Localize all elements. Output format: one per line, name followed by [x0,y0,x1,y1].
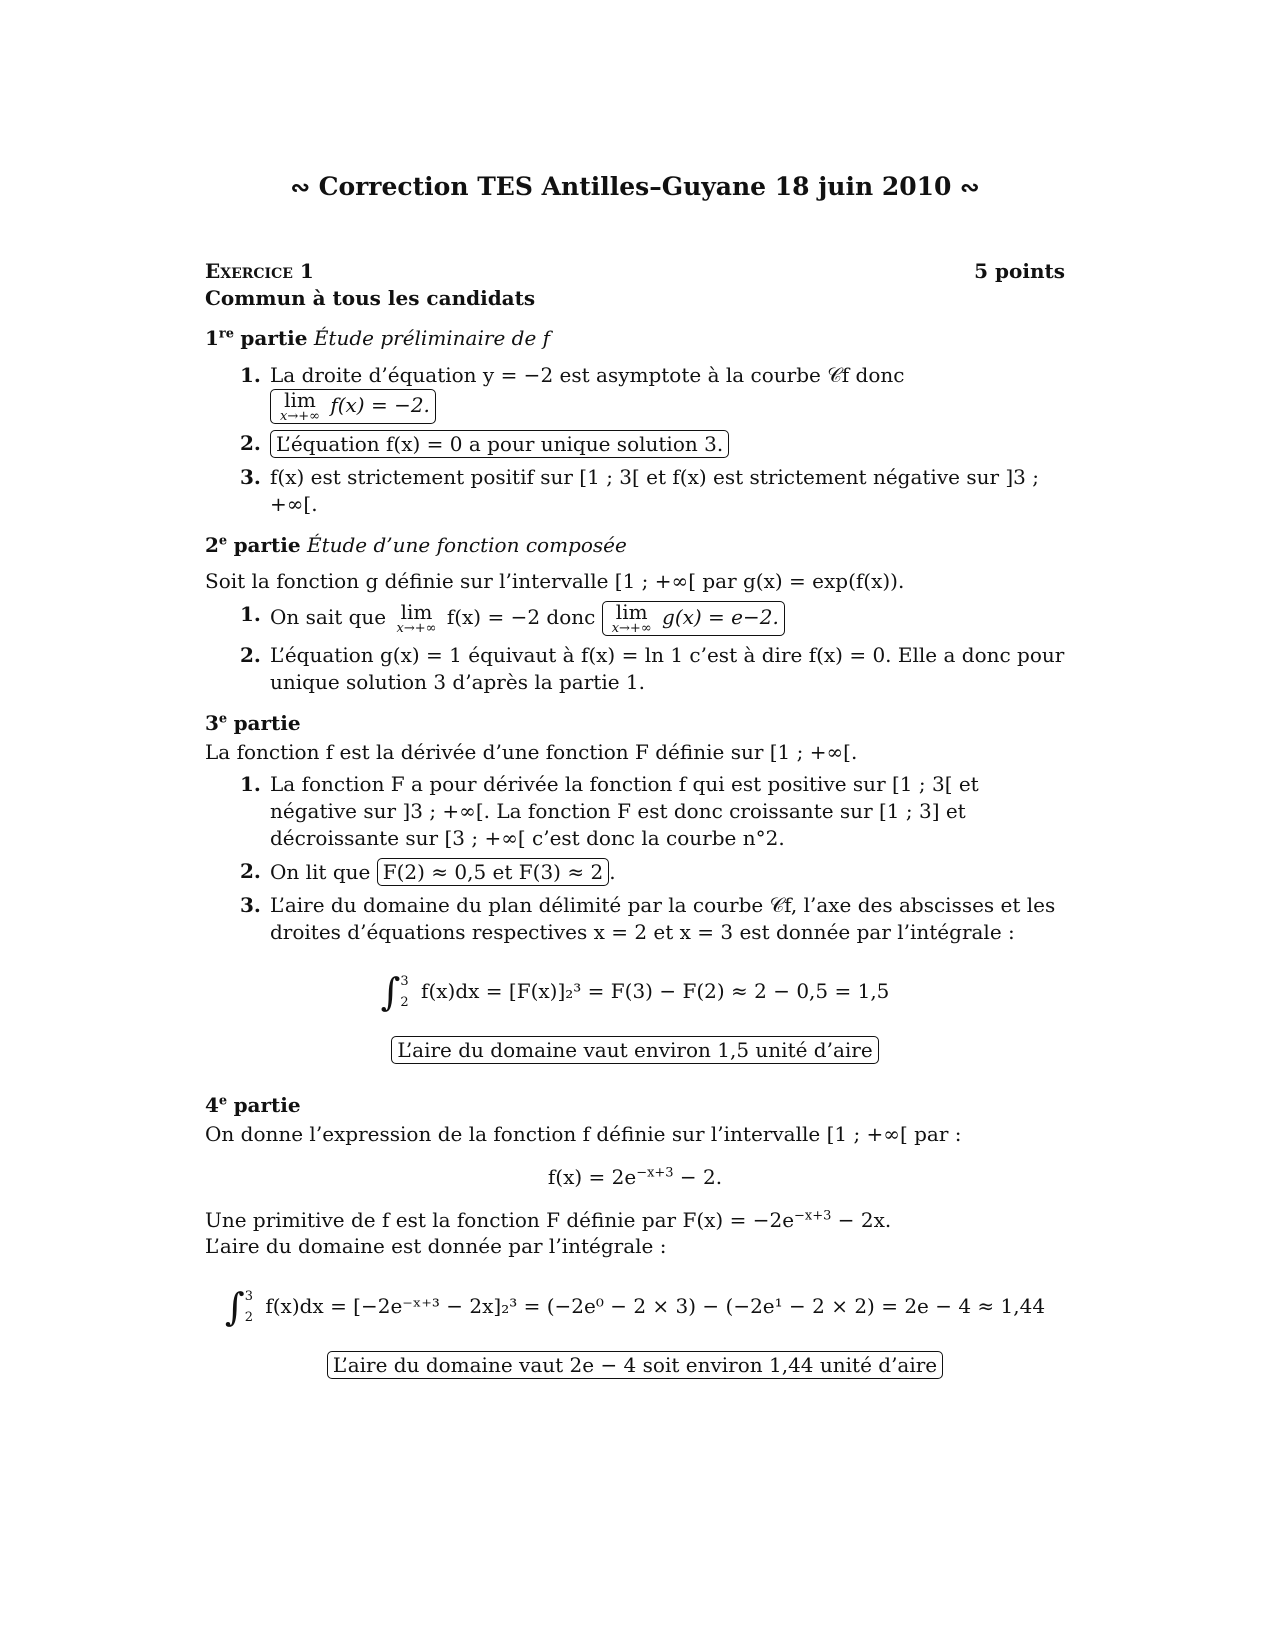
part3-word: partie [233,710,301,735]
integral-limits [400,972,408,1014]
fx-right: − 2. [673,1164,723,1189]
limit-operator [612,602,652,635]
integral-expression: f(x)dx = [−2e⁻ˣ⁺³ − 2x]₂³ = (−2e⁰ − 2 × 3) − (−2e¹ − 2 × 2) = 2e − 4 ≈ 1,44 [265,1294,1046,1319]
item-number: 3. [240,892,261,917]
part2-word: partie [233,532,301,557]
part3-intro: La fonction f est la dérivée d’une fonction F définie sur [1 ; +∞[. [205,739,858,764]
item-text: La fonction F a pour dérivée la fonction f qui est positive sur [1 ; 3[ et négative sur ]3 ; +∞[. La fonction F est donc croissante sur [1 ; 3] et décroissante sur [3 ; +∞[ c’est donc la courbe n°2. [270,772,979,850]
title-text: Correction TES Antilles–Guyane 18 juin 2010 [318,172,952,201]
item-number: 3. [240,465,261,489]
boxed-result: F(2) ≈ 0,5 et F(3) ≈ 2 [377,858,609,886]
exercise-points: 5 points [974,258,1065,283]
part2-sup: e [218,532,228,548]
part3-list [205,771,1065,945]
list-item [205,858,1065,886]
item-number: 2. [240,858,261,883]
boxed-text: f(x) = −2. [330,393,430,417]
result-line [205,1036,1065,1064]
primitive-right: − 2x. [831,1207,892,1232]
part1-word: partie [240,326,308,351]
aire-text: L’aire du domaine est donnée par l’intégrale : [205,1234,667,1259]
fx-left: f(x) = 2e [547,1164,637,1189]
part2-intro: Soit la fonction g définie sur l’intervalle [1 ; +∞[ par g(x) = exp(f(x)). [205,569,905,594]
boxed-result: L’aire du domaine vaut 2e − 4 soit environ 1,44 unité d’aire [327,1351,943,1379]
boxed-result [602,601,785,636]
part1-list [205,362,1065,517]
integral-sign: ∫ [224,1285,245,1330]
primitive-exponent: −x+3 [794,1208,832,1223]
part2-title: Étude d’une fonction composée [306,532,627,557]
lim-bottom: x→+∞ [280,409,320,424]
part4-sup: e [218,1093,228,1109]
integral-bottom: 2 [400,994,409,1010]
integral-formula [205,967,1065,1018]
lim-top: lim [400,600,433,625]
list-item [205,362,1065,424]
exercise-label: Exercice 1 [205,258,314,283]
lim-bottom: x→+∞ [396,621,437,637]
integral-top: 3 [244,1288,253,1304]
primitive-left: Une primitive de f est la fonction F définie par F(x) = −2e [205,1207,795,1232]
integral-limits [245,1287,253,1329]
item-number: 2. [240,643,261,668]
part4-intro: On donne l’expression de la fonction f définie sur l’intervalle [1 ; +∞[ par : [205,1122,962,1147]
part1-title: Étude préliminaire de f [313,326,551,351]
part2-list [205,601,1065,696]
part3-heading [205,710,1065,737]
integral-bottom: 2 [244,1309,253,1325]
lim-top: lim [284,388,316,412]
list-item [205,601,1065,636]
item-text: f(x) = −2 donc [446,605,596,630]
part1-sup: re [218,326,235,342]
integral-top: 3 [400,974,409,990]
list-item [205,464,1065,518]
item-text-after: . [609,859,616,884]
boxed-text: g(x) = e−2. [662,605,779,630]
item-text: f(x) est strictement positif sur [1 ; 3[ et f(x) est strictement négative sur ]3 ; +∞[. [270,465,1040,516]
fx-exponent: −x+3 [636,1165,674,1181]
integral-expression: f(x)dx = [F(x)]₂³ = F(3) − F(2) ≈ 2 − 0,5 = 1,5 [421,979,890,1004]
page-title [205,170,1065,204]
part3-num: 3 [205,710,219,735]
boxed-result: L’aire du domaine vaut environ 1,5 unité d’aire [391,1036,878,1064]
limit-operator [397,602,437,635]
limit-operator [280,390,320,423]
boxed-result [270,389,436,424]
document-page [205,170,1065,1379]
list-item [205,430,1065,458]
item-text: On sait que [270,605,387,630]
part3-sup: e [218,711,228,727]
item-text: L’aire du domaine du plan délimité par la courbe 𝒞f, l’axe des abscisses et les droites d’équations respectives x = 2 et x = 3 est donnée par l’intégrale : [270,892,1056,944]
ornament-left-icon: ∾ [290,174,310,201]
part2-num: 2 [205,532,219,557]
part4-num: 4 [205,1093,219,1118]
item-text: La droite d’équation y = −2 est asymptote à la courbe 𝒞f donc [270,363,905,388]
ornament-right-icon: ∾ [960,174,980,201]
part4-heading [205,1092,1065,1119]
integral-sign: ∫ [380,970,401,1015]
item-number: 1. [240,363,261,388]
spacer [205,1064,1065,1078]
item-text: L’équation g(x) = 1 équivaut à f(x) = ln 1 c’est à dire f(x) = 0. Elle a donc pour unique solution 3 d’après la partie 1. [270,643,1065,694]
item-number: 2. [240,431,261,455]
exercise-header [205,258,1065,285]
part4-word: partie [233,1093,301,1118]
lim-bottom: x→+∞ [611,621,652,637]
exercise-subtitle: Commun à tous les candidats [205,285,536,310]
lim-top: lim [615,600,648,625]
fx-formula [205,1164,1065,1191]
item-number: 1. [240,772,261,797]
list-item [205,771,1065,851]
boxed-result: L’équation f(x) = 0 a pour unique solution 3. [270,430,729,458]
part1-heading [205,325,1065,352]
result-line [205,1351,1065,1379]
list-item [205,642,1065,696]
item-text: On lit que [270,859,371,884]
primitive-line [205,1207,1065,1234]
integral-formula [205,1282,1065,1333]
part1-num: 1 [205,326,219,351]
part2-heading [205,532,1065,559]
list-item [205,892,1065,946]
item-number: 1. [240,602,261,627]
